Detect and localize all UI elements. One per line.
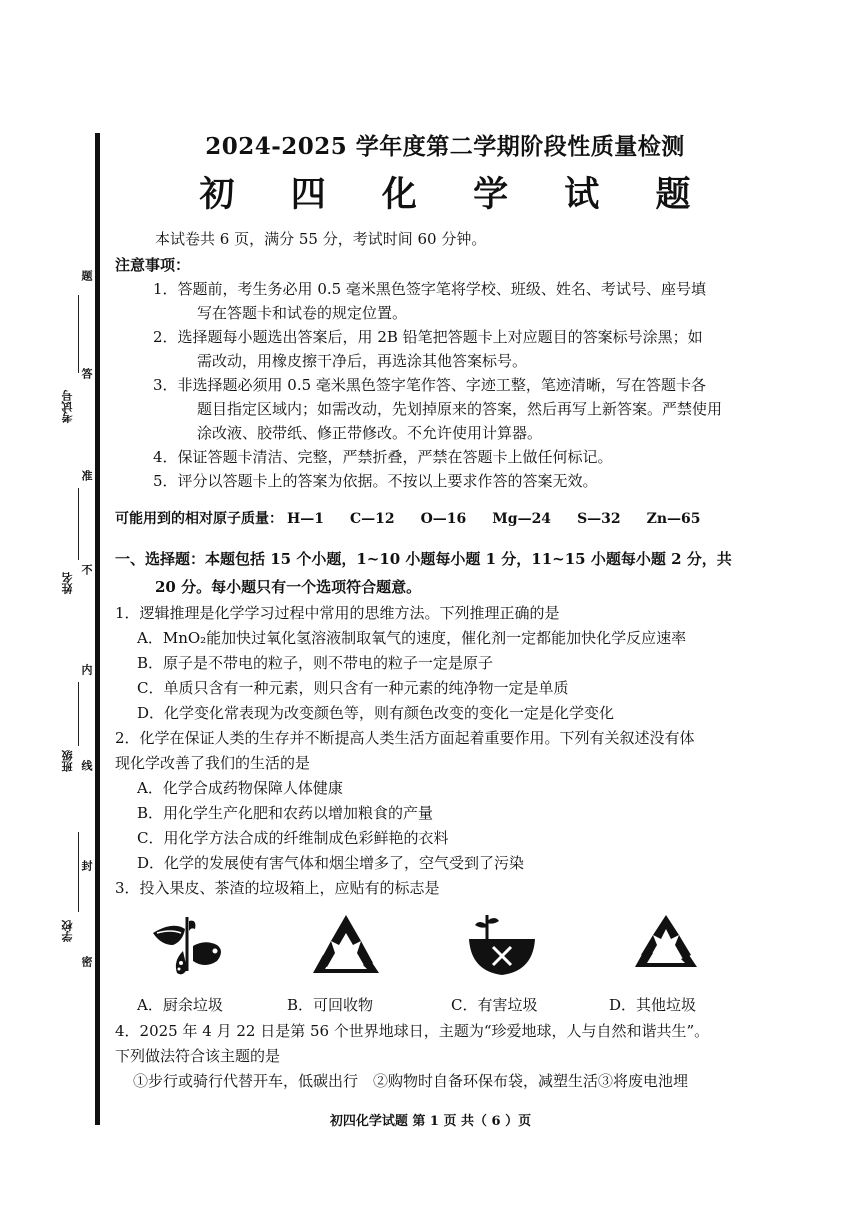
notice-heading: 注意事项： (115, 256, 191, 274)
margin-word: 内 (80, 664, 93, 675)
notice-item: 2．选择题每小题选出答案后，用 2B 铅笔把答题卡上对应题目的答案标号涂黑；如 需改动，用橡皮擦干净后，再选涂其他答案标号。 (153, 328, 703, 370)
notice-list (115, 277, 775, 493)
waste-sign-row (115, 911, 775, 993)
question-1: 1．逻辑推理是化学学习过程中常用的思维方法。下列推理正确的是 A．MnO₂能加快过氧化氢溶液制取氧气的速度，催化剂一定都能加快化学反应速率 B．原子是不带电的粒子，则不带电的粒子一定是原子 C．单质只含有一种元素，则只含有一种元素的纯净物一定是单质 D．化学变化常表现为改变颜色等，则有颜色改变的变化一定是化学变化 (115, 601, 775, 726)
option: A．厨余垃圾 (137, 996, 223, 1014)
name-label: 姓名 (61, 572, 74, 594)
exam-title: 2024-2025 学年度第二学期阶段性质量检测 (205, 133, 685, 160)
waste-sign-labels (115, 993, 775, 1019)
exam-number-label: 考试号 (61, 390, 74, 423)
notice-item: 5．评分以答题卡上的答案为依据。不按以上要求作答的答案无效。 (153, 472, 598, 490)
school-label: 学校 (61, 920, 74, 942)
exam-intro: 本试卷共 6 页，满分 55 分，考试时间 60 分钟。 (155, 230, 487, 248)
option: C．有害垃圾 (451, 996, 538, 1014)
margin-word: 答 (80, 368, 93, 379)
notice-item: 3．非选择题必须用 0.5 毫米黑色签字笔作答、字迹工整，笔迹清晰，写在答题卡各 题目指定区域内；如需改动，先划掉原来的答案，然后再写上新答案。严禁使用 涂改液、胶带纸、修正带修改。不允许使用计算器。 (153, 376, 723, 442)
option: C．单质只含有一种元素，则只含有一种元素的纯净物一定是单质 (137, 679, 569, 697)
notice-item: 1．答题前，考生务必用 0.5 毫米黑色签字笔将学校、班级、姓名、考试号、座号填 写在答题卡和试卷的规定位置。 (153, 280, 706, 322)
margin-word: 封 (80, 860, 93, 871)
recyclable-icon (301, 911, 391, 986)
class-blank (78, 682, 79, 746)
other-waste-icon (621, 911, 711, 986)
school-blank (78, 832, 79, 912)
notice-item: 4．保证答题卡清洁、完整，严禁折叠，严禁在答题卡上做任何标记。 (153, 448, 613, 466)
atomic-mass-line: 可能用到的相对原子质量： H—1 C—12 O—16 Mg—24 S—32 Zn—65 (115, 511, 701, 527)
section-heading: 一、选择题：本题包括 15 个小题，1~10 小题每小题 1 分，11~15 小题每小题 2 分，共 20 分。每小题只有一个选项符合题意。 (115, 550, 732, 596)
margin-word: 题 (80, 270, 93, 281)
margin-word: 不 (80, 564, 93, 575)
option: D．其他垃圾 (609, 996, 697, 1014)
option: B．用化学生产化肥和农药以增加粮食的产量 (137, 804, 434, 822)
exam-content (115, 128, 775, 1094)
option: D．化学变化常表现为改变颜色等，则有颜色改变的变化一定是化学变化 (137, 704, 615, 722)
binding-margin (50, 220, 100, 980)
question-3: 3．投入果皮、茶渣的垃圾箱上，应贴有的标志是 A．厨余垃圾 B．可回收物 C．有害垃圾 D．其他垃圾 (115, 876, 775, 1019)
margin-word: 密 (80, 956, 93, 967)
question-2: 2．化学在保证人类的生存并不断提高人类生活方面起着重要作用。下列有关叙述没有体 现化学改善了我们的生活的是 A．化学合成药物保障人体健康 B．用化学生产化肥和农药以增加粮食的产量 C．用化学方法合成的纤维制成色彩鲜艳的衣料 D．化学的发展使有害气体和烟尘增多了，空气受到了污染 (115, 726, 775, 876)
margin-word: 线 (80, 760, 93, 771)
question-4: 4．2025 年 4 月 22 日是第 56 个世界地球日，主题为“珍爱地球，人与自然和谐共生”。 下列做法符合该主题的是 ①步行或骑行代替开车，低碳出行 ②购物时自备环保布袋，减塑生活③将废电池埋 (115, 1022, 710, 1090)
exam-number-blank (78, 295, 79, 373)
exam-subtitle: 初 四 化 学 试 题 (199, 174, 713, 215)
margin-word: 准 (80, 470, 93, 481)
option: D．化学的发展使有害气体和烟尘增多了，空气受到了污染 (137, 854, 525, 872)
name-blank (78, 488, 79, 560)
hazardous-waste-icon (457, 911, 547, 986)
option: B．可回收物 (287, 996, 374, 1014)
option: A．化学合成药物保障人体健康 (137, 779, 343, 797)
class-label: 班级 (61, 750, 74, 772)
kitchen-waste-icon (143, 911, 233, 986)
option: A．MnO₂能加快过氧化氢溶液制取氧气的速度，催化剂一定都能加快化学反应速率 (137, 629, 687, 647)
option: C．用化学方法合成的纤维制成色彩鲜艳的衣料 (137, 829, 449, 847)
option: B．原子是不带电的粒子，则不带电的粒子一定是原子 (137, 654, 494, 672)
page-footer: 初四化学试题 第 1 页 共（ 6 ）页 (329, 1114, 532, 1129)
